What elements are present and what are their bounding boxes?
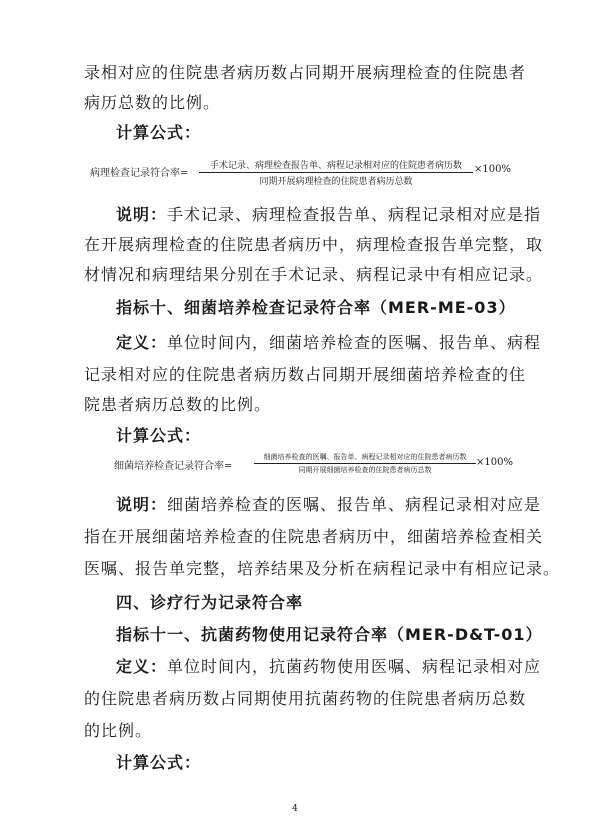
paragraph-line: 的住院患者病历数占同期使用抗菌药物的住院患者病历总数 — [84, 689, 527, 708]
indicator-heading: 指标十一、抗菌药物使用记录符合率（MER-D&T-01） — [116, 625, 543, 644]
formula-heading: 计算公式： — [116, 123, 202, 142]
paragraph-line: 记录相对应的住院患者病历数占同期开展细菌培养检查的住 — [84, 365, 527, 384]
indicator-heading: 指标十、细菌培养检查记录符合率（MER-ME-03） — [116, 298, 516, 317]
formula-numerator: 手术记录、病理检查报告单、病程记录相对应的住院患者病历数 — [199, 158, 473, 173]
definition-text: 单位时间内，抗菌药物使用医嘱、病程记录相对应 — [167, 657, 542, 676]
paragraph-line: 的比例。 — [84, 721, 153, 740]
formula-numerator: 细菌培养检查的医嘱、报告单、病程记录相对应的住院患者病历数 — [254, 452, 476, 464]
paragraph-line: 在开展病理检查的住院患者病历中，病理检查报告单完整，取 — [84, 235, 544, 254]
formula-fraction — [254, 452, 476, 475]
formula-percent: ×100% — [474, 164, 511, 175]
formula-heading: 计算公式： — [116, 753, 202, 772]
formula-fraction — [199, 158, 473, 187]
definition-label: 定义： — [116, 657, 168, 676]
formula-percent: ×100% — [476, 457, 513, 468]
explanation-label: 说明： — [116, 495, 168, 514]
explanation-line — [116, 204, 541, 226]
formula-lhs: 病理检查记录符合率= — [90, 168, 189, 179]
explanation-line — [116, 494, 541, 516]
paragraph-line: 录相对应的住院患者病历数占同期开展病理检查的住院患者 — [84, 63, 527, 82]
section-heading: 四、诊疗行为记录符合率 — [116, 593, 304, 612]
formula-denominator: 同期开展细菌培养检查的住院患者病历总数 — [298, 466, 432, 474]
definition-line — [116, 332, 541, 354]
page-number: 4 — [292, 804, 298, 814]
paragraph-line: 院患者病历总数的比例。 — [84, 395, 272, 414]
explanation-label: 说明： — [116, 205, 168, 224]
paragraph-line: 病历总数的比例。 — [84, 93, 221, 112]
paragraph-line: 指在开展细菌培养检查的住院患者病历中，细菌培养检查相关 — [84, 527, 544, 546]
definition-line — [116, 656, 541, 678]
explanation-text: 手术记录、病理检查报告单、病程记录相对应是指 — [167, 205, 542, 224]
explanation-text: 细菌培养检查的医嘱、报告单、病程记录相对应是 — [167, 495, 542, 514]
formula-lhs: 细菌培养检查记录符合率= — [114, 461, 233, 472]
formula-denominator: 同期开展病理检查的住院患者病历总数 — [259, 177, 413, 187]
paragraph-line: 材情况和病理结果分别在手术记录、病程记录中有相应记录。 — [84, 265, 544, 284]
paragraph-line: 医嘱、报告单完整，培养结果及分析在病程记录中有相应记录。 — [84, 559, 561, 578]
definition-label: 定义： — [116, 333, 168, 352]
definition-text: 单位时间内，细菌培养检查的医嘱、报告单、病程 — [167, 333, 542, 352]
formula-heading: 计算公式： — [116, 426, 202, 445]
